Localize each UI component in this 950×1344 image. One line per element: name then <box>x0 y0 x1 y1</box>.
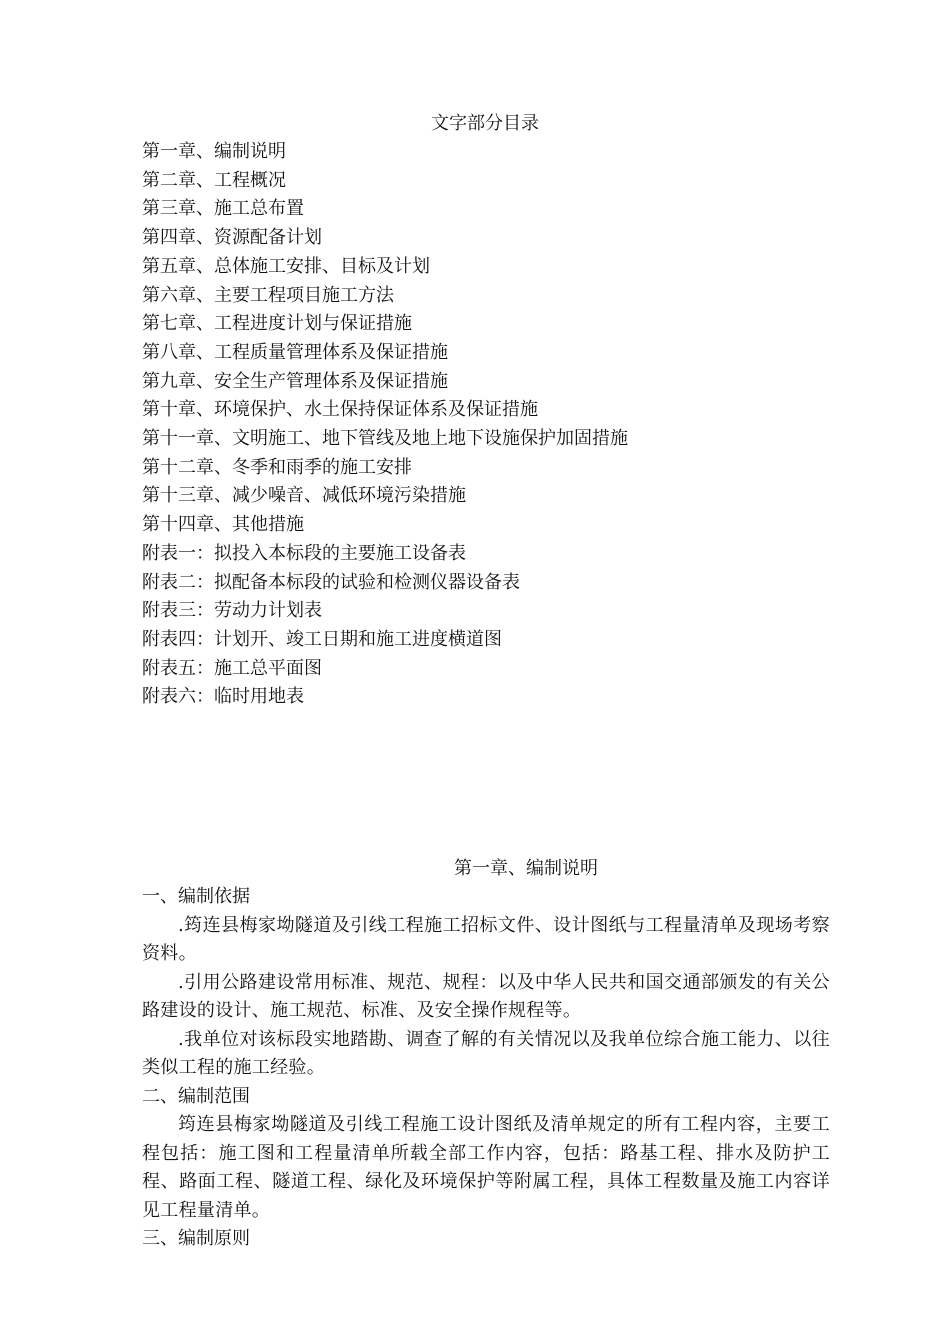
toc-item: 第八章、工程质量管理体系及保证措施 <box>142 341 448 363</box>
toc-item: 附表二：拟配备本标段的试验和检测仪器设备表 <box>142 571 520 593</box>
toc-item: 第七章、工程进度计划与保证措施 <box>142 313 412 335</box>
toc-item: 第十四章、其他措施 <box>142 514 304 536</box>
toc-item: 第九章、安全生产管理体系及保证措施 <box>142 370 448 392</box>
paragraph: .引用公路建设常用标准、规范、规程：以及中华人民共和国交通部颁发的有关公路建设的设计、施工规范、标准、及安全操作规程等。 <box>142 971 830 1021</box>
chapter-1-section <box>142 855 830 1254</box>
toc-item: 附表六：临时用地表 <box>142 686 304 708</box>
toc-item: 第四章、资源配备计划 <box>142 227 322 249</box>
toc-item: 附表一：拟投入本标段的主要施工设备表 <box>142 542 466 564</box>
toc-list <box>142 138 628 712</box>
toc-item: 附表五：施工总平面图 <box>142 657 322 679</box>
toc-item: 第五章、总体施工安排、目标及计划 <box>142 255 430 277</box>
paragraph: 筠连县梅家坳隧道及引线工程施工设计图纸及清单规定的所有工程内容，主要工程包括：施工图和工程量清单所载全部工作内容，包括：路基工程、排水及防护工程、路面工程、隧道工程、绿化及环境保护等附属工程，具体工程数量及施工内容详见工程量清单。 <box>142 1114 830 1221</box>
toc-item: 第十三章、减少噪音、减低环境污染措施 <box>142 485 466 507</box>
paragraph: .筠连县梅家坳隧道及引线工程施工招标文件、设计图纸与工程量清单及现场考察资料。 <box>142 914 830 964</box>
toc-item: 第十一章、文明施工、地下管线及地上地下设施保护加固措施 <box>142 428 628 450</box>
section-heading-principles: 三、编制原则 <box>142 1228 250 1249</box>
section-heading-scope: 二、编制范围 <box>142 1085 250 1107</box>
chapter-title: 第一章、编制说明 <box>454 858 598 879</box>
toc-item: 第十章、环境保护、水土保持保证体系及保证措施 <box>142 399 538 421</box>
toc-item: 附表三：劳动力计划表 <box>142 600 322 622</box>
toc-item: 附表四：计划开、竣工日期和施工进度横道图 <box>142 628 502 650</box>
toc-item: 第十二章、冬季和雨季的施工安排 <box>142 456 412 478</box>
paragraph: .我单位对该标段实地踏勘、调查了解的有关情况以及我单位综合施工能力、以往类似工程的施工经验。 <box>142 1028 830 1078</box>
toc-title: 文字部分目录 <box>431 113 539 134</box>
toc-item: 第一章、编制说明 <box>142 141 286 162</box>
toc-item: 第六章、主要工程项目施工方法 <box>142 284 394 306</box>
toc-item: 第二章、工程概况 <box>142 169 286 191</box>
section-heading-basis: 一、编制依据 <box>142 886 250 907</box>
toc-item: 第三章、施工总布置 <box>142 198 304 220</box>
